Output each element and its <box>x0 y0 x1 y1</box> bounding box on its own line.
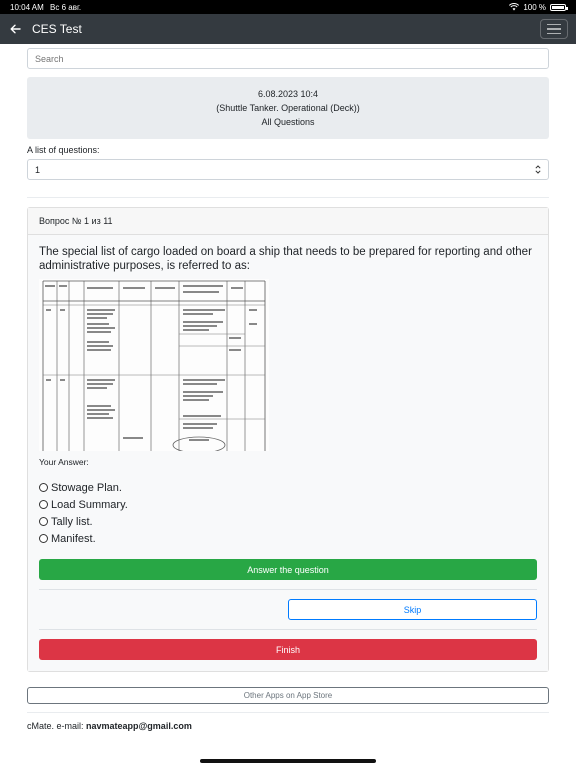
answer-option-label: Tally list. <box>51 515 93 528</box>
answer-options <box>39 479 537 547</box>
radio-button[interactable] <box>39 483 48 492</box>
hamburger-icon-bar <box>547 28 561 30</box>
answer-option[interactable] <box>39 530 537 547</box>
test-category: (Shuttle Tanker. Operational (Deck)) <box>216 103 360 113</box>
radio-button[interactable] <box>39 517 48 526</box>
test-info <box>27 77 549 139</box>
status-bar <box>0 0 576 14</box>
question-counter: Вопрос № 1 из 11 <box>28 208 548 235</box>
radio-button[interactable] <box>39 500 48 509</box>
radio-button[interactable] <box>39 534 48 543</box>
main-content <box>0 44 576 731</box>
footer <box>27 721 549 731</box>
question-card <box>27 207 549 672</box>
test-datetime: 6.08.2023 10:4 <box>257 89 319 99</box>
question-select-value: 1 <box>35 164 41 175</box>
question-list-label: A list of questions: <box>27 145 100 155</box>
skip-button[interactable]: Skip <box>288 599 537 620</box>
hamburger-icon <box>547 24 561 26</box>
wifi-icon <box>509 3 519 11</box>
other-apps-button[interactable]: Other Apps on App Store <box>27 687 549 704</box>
page-title: CES Test <box>32 22 82 36</box>
answer-option[interactable] <box>39 479 537 496</box>
battery-icon <box>550 4 566 11</box>
answer-option-label: Stowage Plan. <box>51 481 122 494</box>
contact-email[interactable]: navmateapp@gmail.com <box>86 721 192 731</box>
answer-button[interactable]: Answer the question <box>39 559 537 580</box>
question-select[interactable] <box>27 159 549 180</box>
question-body <box>28 235 548 671</box>
divider <box>27 197 549 198</box>
arrow-left-icon <box>10 24 21 34</box>
test-scope: All Questions <box>261 117 315 127</box>
answer-option-label: Load Summary. <box>51 498 128 511</box>
home-indicator[interactable] <box>200 759 376 763</box>
answer-option-label: Manifest. <box>51 532 96 545</box>
divider <box>27 712 549 713</box>
cargo-manifest-image <box>39 279 269 451</box>
divider <box>39 629 537 630</box>
answer-option[interactable] <box>39 513 537 530</box>
back-button[interactable] <box>8 22 22 36</box>
answer-option[interactable] <box>39 496 537 513</box>
hamburger-icon-bar <box>547 33 561 35</box>
question-text: The special list of cargo loaded on board a ship that needs to be prepared for reporting and other administrative purposes, is referred to as: <box>39 246 532 272</box>
skip-row <box>39 599 537 620</box>
divider <box>39 589 537 590</box>
navbar <box>0 14 576 44</box>
footer-prefix: cMate. e-mail: <box>27 721 87 731</box>
search-input[interactable] <box>27 48 549 69</box>
finish-button[interactable]: Finish <box>39 639 537 660</box>
status-time: 10:04 AM <box>10 2 44 12</box>
battery-percent: 100 % <box>523 2 546 12</box>
updown-chevron-icon <box>535 165 541 174</box>
status-date: Вс 6 авг. <box>50 2 82 12</box>
menu-toggle-button[interactable] <box>540 19 568 39</box>
your-answer-label: Your Answer: <box>39 457 89 467</box>
